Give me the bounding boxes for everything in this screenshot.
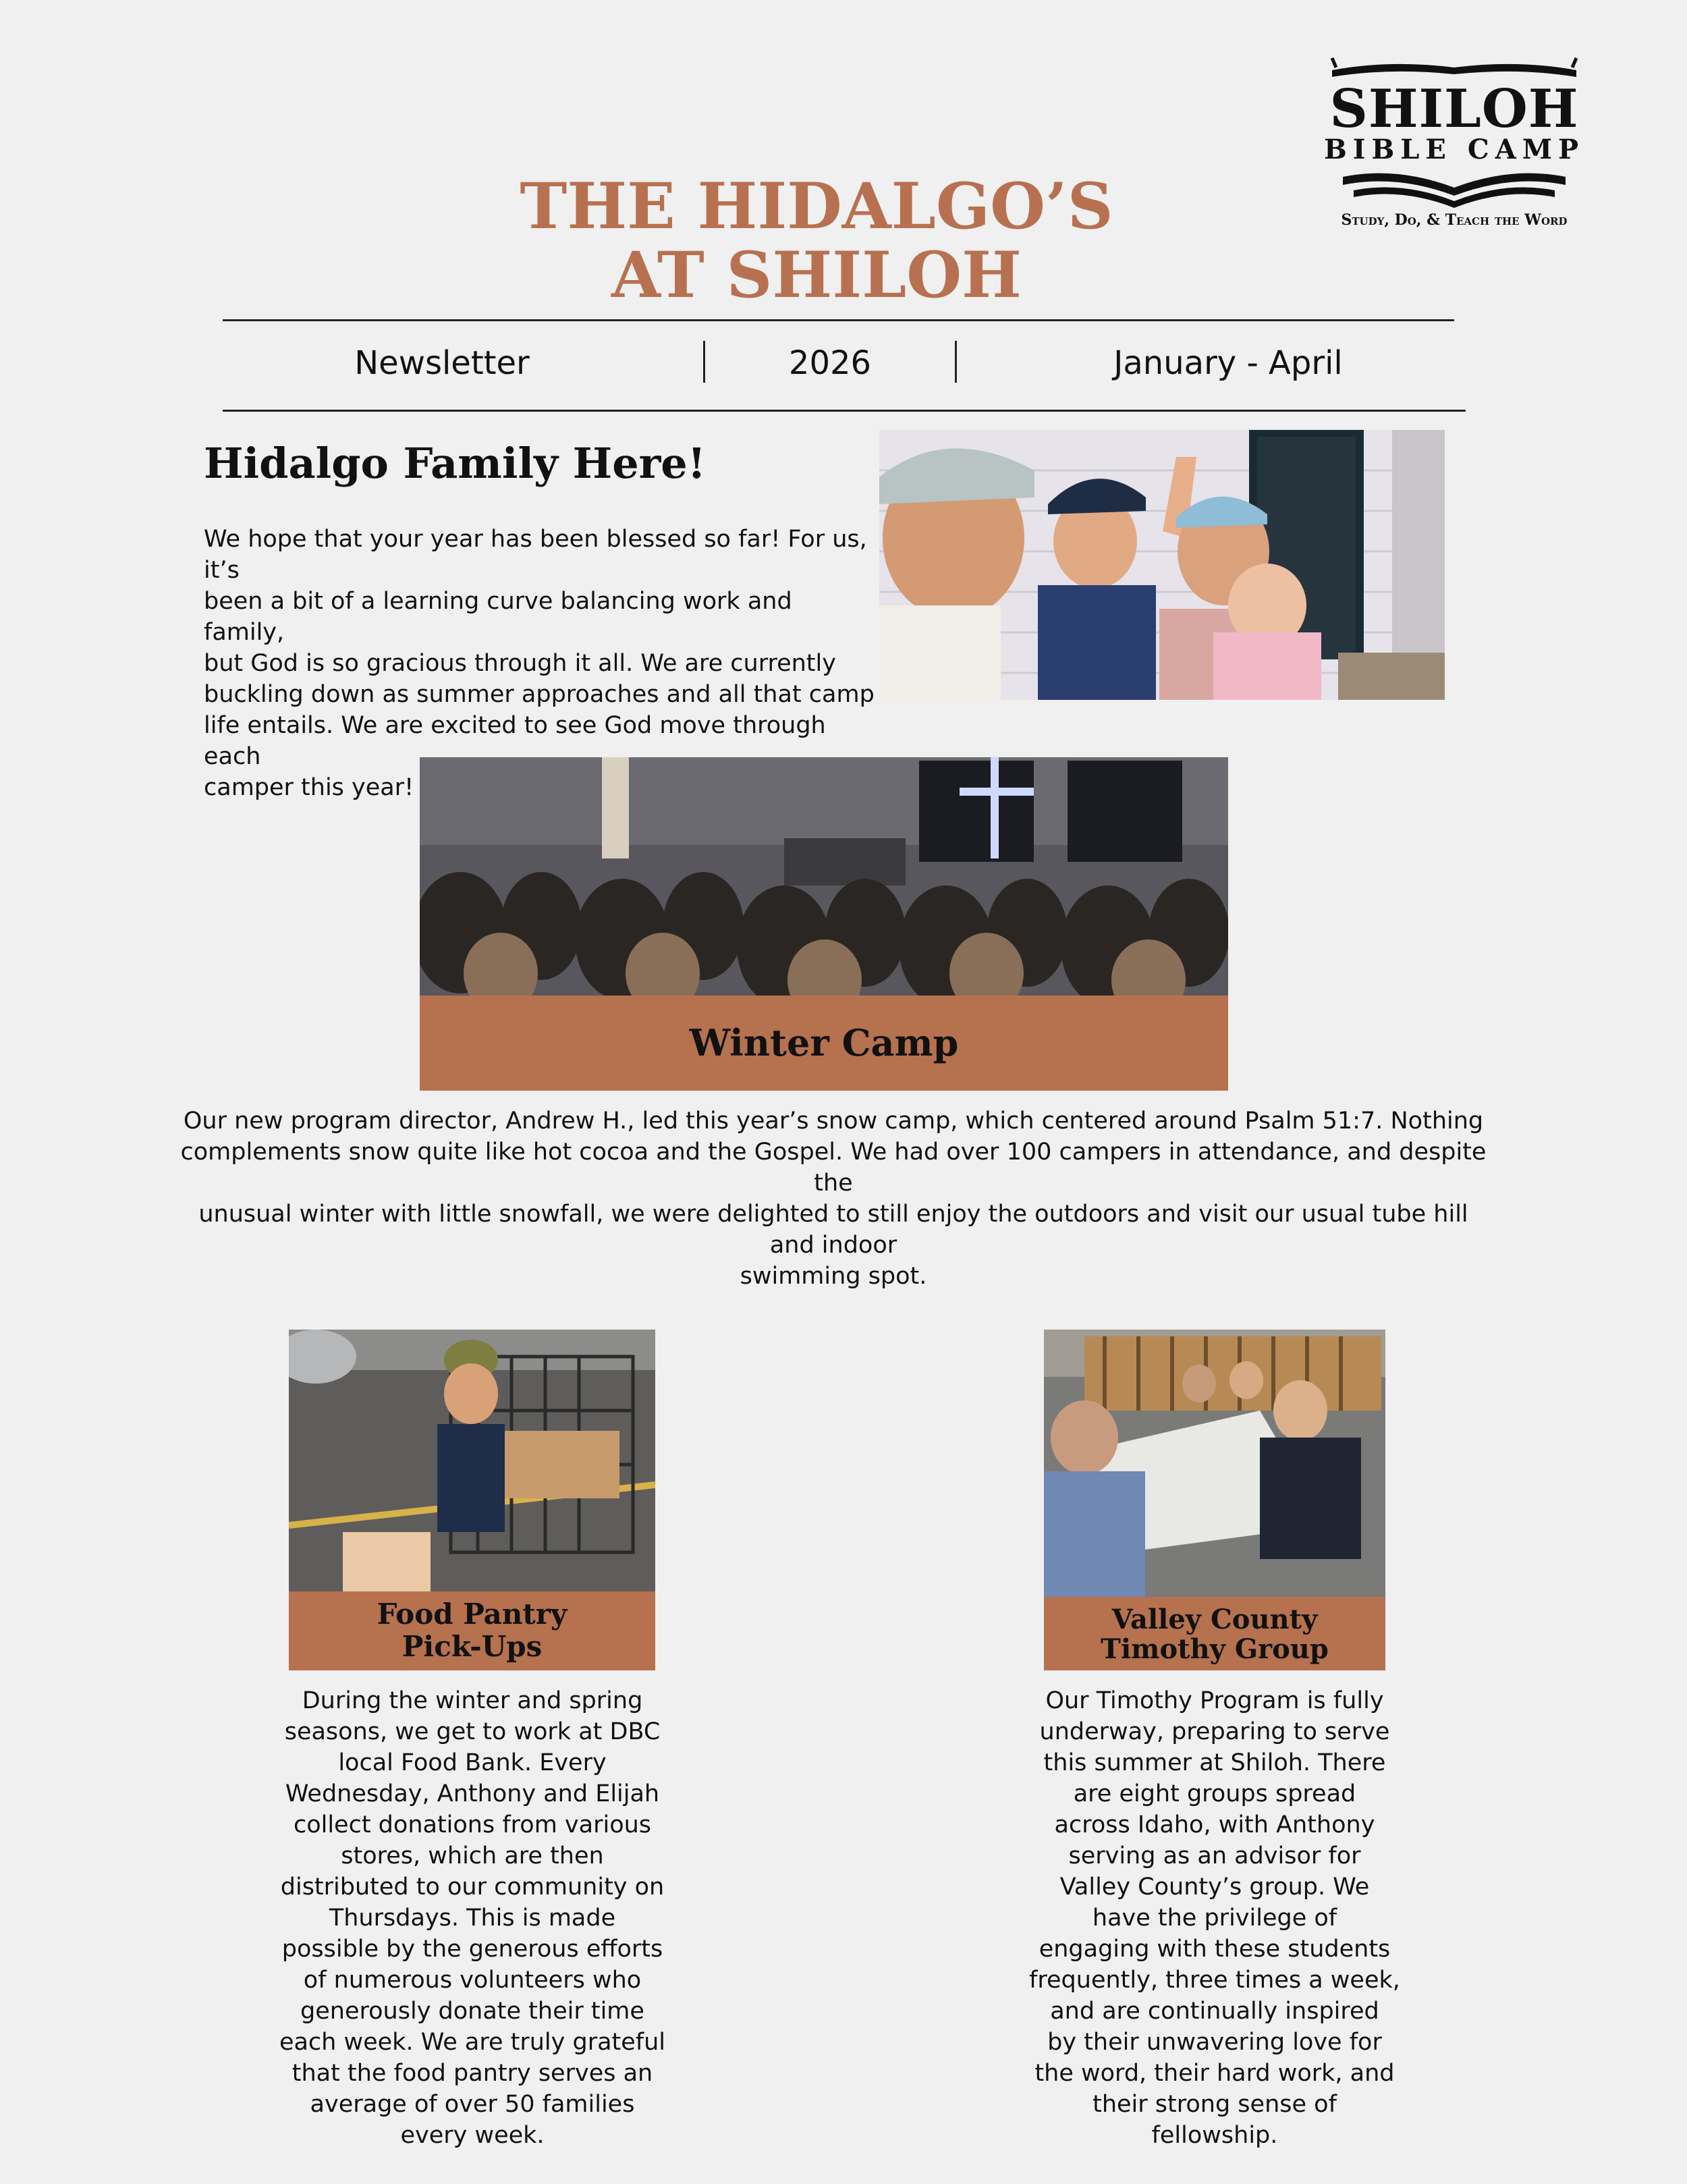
winter-camp-banner (420, 995, 1228, 1091)
intro-line: buckling down as summer approaches and all that camp (204, 681, 875, 708)
timothy-line: their strong sense of (1093, 2091, 1337, 2118)
header-newsletter: Newsletter (354, 344, 530, 382)
food-pantry-line: distributed to our community on (280, 1874, 665, 1901)
timothy-line: fellowship. (1151, 2122, 1278, 2149)
winter-camp-line: swimming spot. (740, 1263, 927, 1290)
food-pantry-line: seasons, we get to work at DBC (284, 1718, 661, 1745)
intro-line: camper this year! (204, 774, 414, 801)
logo-tagline: Study, Do, & Teach the Word (1341, 211, 1568, 229)
winter-camp-heading: Winter Camp (689, 1021, 959, 1064)
shiloh-logo (1323, 54, 1586, 236)
timothy-line: frequently, three times a week, (1029, 1967, 1400, 1994)
timothy-group-banner (1044, 1597, 1385, 1670)
food-pantry-heading-line: Pick-Ups (402, 1630, 543, 1663)
timothy-line: this summer at Shiloh. There (1043, 1749, 1386, 1776)
winter-camp-line: Our new program director, Andrew H., led this year’s snow camp, which centered around Psalm 51:7. Nothing (183, 1108, 1484, 1135)
food-pantry-line: Thursdays. This is made (329, 1905, 616, 1932)
newsletter-title (472, 169, 1161, 312)
winter-camp-line: complements snow quite like hot cocoa and the Gospel. We had over 100 campers in attendance, and despite the (180, 1139, 1487, 1197)
title-line-2: AT SHILOH (611, 238, 1022, 312)
timothy-heading-line: Timothy Group (1101, 1633, 1329, 1665)
timothy-group-text (1012, 1685, 1417, 2151)
timothy-line: the word, their hard work, and (1034, 2060, 1395, 2087)
header-bottom-rule (223, 410, 1466, 412)
food-pantry-photo (289, 1330, 655, 1591)
intro-line: We hope that your year has been blessed so far! For us, it’s (204, 526, 867, 584)
logo-subtitle: BIBLE CAMP (1323, 134, 1585, 165)
header-year: 2026 (788, 344, 872, 382)
intro-heading: Hidalgo Family Here! (204, 439, 706, 488)
timothy-line: are eight groups spread (1073, 1780, 1356, 1807)
winter-camp-line: unusual winter with little snowfall, we were delighted to still enjoy the outdoors and visit our usual tube hill and indoor (198, 1201, 1468, 1259)
food-pantry-line: every week. (400, 2122, 545, 2149)
food-pantry-line: generously donate their time (300, 1998, 644, 2025)
timothy-line: and are continually inspired (1050, 1998, 1379, 2025)
timothy-line: have the privilege of (1092, 1905, 1337, 1932)
food-pantry-line: stores, which are then (341, 1842, 604, 1869)
food-pantry-line: that the food pantry serves an (292, 2060, 653, 2087)
food-pantry-line: of numerous volunteers who (303, 1967, 642, 1994)
winter-camp-text (175, 1105, 1491, 1292)
intro-line: life entails. We are excited to see God move through each (204, 712, 826, 770)
timothy-group-photo (1044, 1330, 1385, 1597)
winter-camp-photo (420, 757, 1228, 995)
timothy-line: by their unwavering love for (1047, 2029, 1382, 2056)
food-pantry-banner (289, 1591, 655, 1670)
food-pantry-line: possible by the generous efforts (281, 1936, 663, 1963)
timothy-line: Valley County’s group. We (1059, 1874, 1370, 1901)
intro-line: but God is so gracious through it all. We are currently (204, 650, 836, 677)
title-line-1: THE HIDALGO’S (520, 169, 1113, 244)
header-divider (703, 341, 705, 383)
timothy-line: engaging with these students (1039, 1936, 1391, 1963)
food-pantry-line: Wednesday, Anthony and Elijah (285, 1780, 660, 1807)
timothy-line: Our Timothy Program is fully (1045, 1687, 1384, 1714)
food-pantry-heading-line: Food Pantry (377, 1598, 568, 1631)
food-pantry-line: During the winter and spring (302, 1687, 643, 1714)
timothy-line: underway, preparing to serve (1039, 1718, 1390, 1745)
food-pantry-line: average of over 50 families (310, 2091, 635, 2118)
food-pantry-text (270, 1685, 675, 2151)
logo-wordmark: SHILOH (1329, 78, 1579, 140)
food-pantry-line: local Food Bank. Every (338, 1749, 607, 1776)
timothy-line: across Idaho, with Anthony (1054, 1811, 1375, 1838)
timothy-heading-line: Valley County (1111, 1604, 1318, 1635)
family-photo (879, 430, 1445, 700)
header-divider (955, 341, 957, 383)
food-pantry-line: collect donations from various (293, 1811, 652, 1838)
food-pantry-line: each week. We are truly grateful (279, 2029, 666, 2056)
header-top-rule (223, 319, 1454, 321)
header-period: January - April (1113, 344, 1343, 382)
timothy-line: serving as an advisor for (1068, 1842, 1361, 1869)
intro-line: been a bit of a learning curve balancing work and family, (204, 588, 792, 646)
